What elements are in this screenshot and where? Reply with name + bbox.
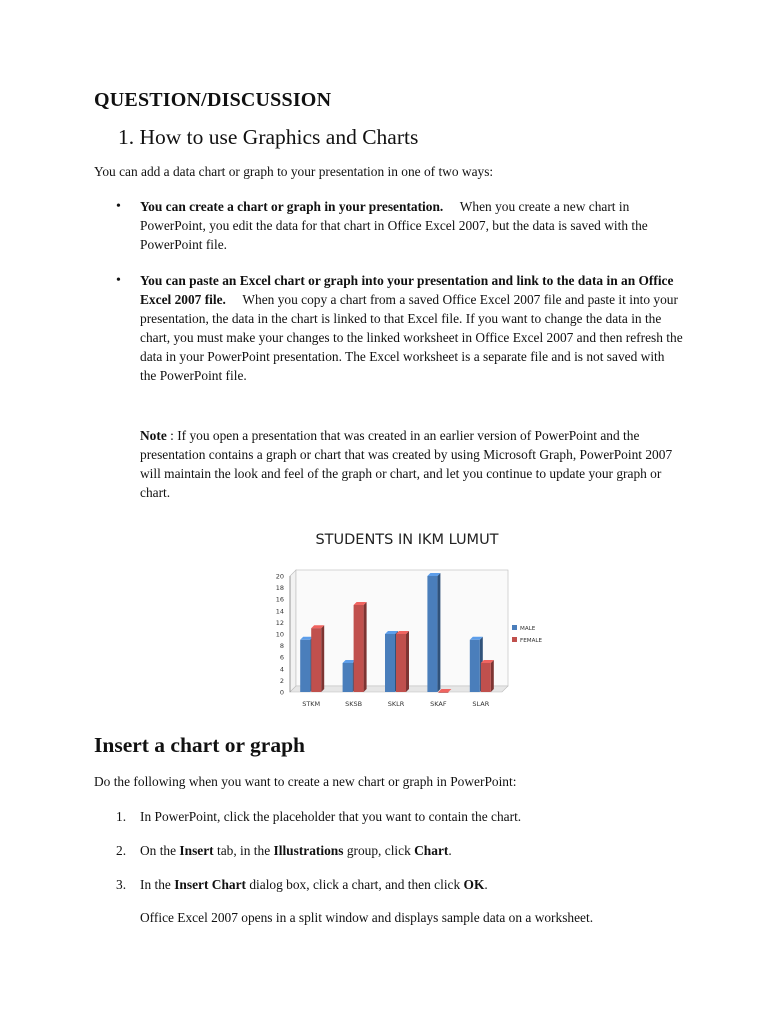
x-tick-label: SKLR bbox=[387, 700, 405, 708]
bar-side bbox=[437, 573, 440, 692]
step-text: group, click bbox=[343, 843, 415, 858]
steps-list bbox=[94, 807, 694, 909]
step-bold-text: Insert Chart bbox=[174, 877, 246, 892]
y-tick-label: 10 bbox=[275, 630, 284, 639]
step-item bbox=[94, 875, 694, 909]
x-tick-label: STKM bbox=[302, 700, 321, 708]
bar-front bbox=[311, 628, 321, 692]
step-bold-text: Illustrations bbox=[273, 843, 344, 858]
step-number: 1. bbox=[116, 809, 127, 824]
bar-side bbox=[321, 625, 324, 692]
bar-front bbox=[481, 663, 491, 692]
bullet-body-text: When you create a new chart in PowerPoint, you edit the data for that chart in Office Excel 2007, but the data is saved with the PowerPoint file. bbox=[140, 199, 648, 252]
step-number: 2. bbox=[116, 843, 127, 858]
step-number: 3. bbox=[116, 877, 127, 892]
y-tick-label: 8 bbox=[279, 642, 284, 651]
bullet-dot-icon: • bbox=[116, 199, 121, 214]
bar-female-sklr bbox=[396, 631, 409, 692]
bar-front bbox=[343, 663, 353, 692]
chart-svg bbox=[262, 522, 552, 712]
bullet-bold-text: You can create a chart or graph in your presentation. bbox=[140, 199, 444, 214]
step-text: On the bbox=[140, 843, 180, 858]
chart-side-wall bbox=[290, 570, 296, 692]
bar-front bbox=[300, 640, 310, 692]
x-tick-label: SKAF bbox=[430, 700, 447, 708]
intro-paragraph: You can add a data chart or graph to your presentation in one of two ways: bbox=[94, 164, 494, 179]
step-bold-text: Chart bbox=[414, 843, 449, 858]
bar-front bbox=[396, 634, 406, 692]
bullet-item bbox=[94, 197, 684, 254]
bullet-dot-icon: • bbox=[116, 273, 121, 288]
y-tick-label: 4 bbox=[279, 665, 284, 674]
bar-side bbox=[491, 660, 494, 692]
legend-label-female: FEMALE bbox=[520, 638, 543, 644]
note-paragraph bbox=[140, 426, 680, 502]
y-tick-label: 0 bbox=[279, 688, 284, 697]
note-label: Note bbox=[140, 428, 167, 443]
step-text: . bbox=[484, 877, 488, 892]
x-tick-label: SKSB bbox=[345, 700, 363, 708]
note-text: : If you open a presentation that was created in an earlier version of PowerPoint and the presentation contains a graph or chart that was created by using Microsoft Graph, PowerPoint 2007 will maintain the look and feel of the graph or chart, and let you continue to update your graph or chart. bbox=[140, 428, 673, 500]
step-item bbox=[94, 807, 694, 841]
bar-front bbox=[385, 634, 395, 692]
bar-front bbox=[354, 605, 364, 692]
lead-paragraph: Do the following when you want to create a new chart or graph in PowerPoint: bbox=[94, 774, 517, 789]
step-bold-text: OK bbox=[463, 877, 485, 892]
legend-swatch-female bbox=[512, 637, 517, 642]
x-tick-label: SLAR bbox=[472, 700, 490, 708]
bullet-body-text: When you copy a chart from a saved Office Excel 2007 file and paste it into your presentation, the data in the chart is linked to that Excel file. If you want to change the data in the chart, you must make your changes to the linked worksheet in Office Excel 2007 and then refresh the data in your PowerPoint presentation. The Excel worksheet is a separate file and is not saved with the PowerPoint file. bbox=[140, 292, 683, 383]
step-text: In the bbox=[140, 877, 175, 892]
bar-side bbox=[364, 602, 367, 692]
step-text: dialog box, click a chart, and then click bbox=[246, 877, 464, 892]
y-tick-label: 20 bbox=[275, 572, 284, 581]
y-tick-label: 16 bbox=[275, 595, 284, 604]
bar-front bbox=[427, 576, 437, 692]
bar-front bbox=[470, 640, 480, 692]
y-tick-label: 12 bbox=[275, 618, 284, 627]
legend-swatch-male bbox=[512, 625, 517, 630]
step-text: . bbox=[448, 843, 452, 858]
bar-female-slar bbox=[481, 660, 494, 692]
bar-female-sksb bbox=[354, 602, 367, 692]
step-bold-text: Insert bbox=[179, 843, 214, 858]
chart-title: STUDENTS IN IKM LUMUT bbox=[315, 532, 499, 548]
after-steps-paragraph: Office Excel 2007 opens in a split window and displays sample data on a worksheet. bbox=[140, 910, 594, 925]
bar-front bbox=[438, 692, 448, 693]
y-tick-label: 2 bbox=[279, 676, 284, 685]
legend-label-male: MALE bbox=[520, 626, 536, 632]
step-item bbox=[94, 841, 694, 875]
page-subheading: 1. How to use Graphics and Charts bbox=[118, 125, 419, 149]
bar-side bbox=[406, 631, 409, 692]
students-chart bbox=[262, 522, 552, 712]
bullet-bold-text: You can paste an Excel chart or graph into your presentation and link to the data in an Office Excel 2007 file. bbox=[140, 273, 674, 307]
y-tick-label: 14 bbox=[275, 607, 284, 616]
bar-female-stkm bbox=[311, 625, 324, 692]
page-heading: QUESTION/DISCUSSION bbox=[94, 89, 332, 111]
step-text: tab, in the bbox=[213, 843, 274, 858]
y-tick-label: 6 bbox=[279, 653, 284, 662]
bar-male-skaf bbox=[427, 573, 440, 692]
section-title: Insert a chart or graph bbox=[94, 733, 306, 757]
bullet-item bbox=[94, 271, 684, 385]
y-tick-label: 18 bbox=[275, 584, 284, 593]
bullet-list bbox=[94, 197, 684, 402]
step-text: In PowerPoint, click the placeholder that you want to contain the chart. bbox=[140, 809, 522, 824]
